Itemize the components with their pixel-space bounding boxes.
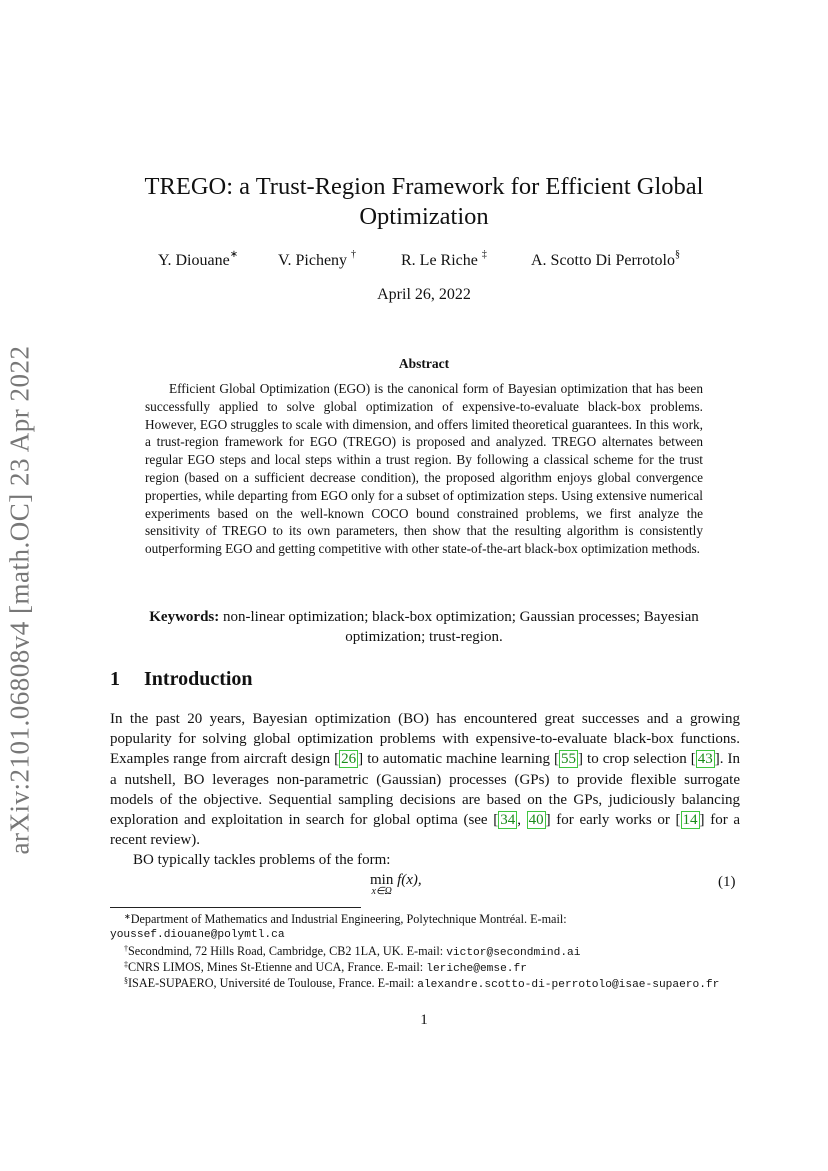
keywords-label: Keywords: bbox=[149, 609, 220, 625]
introduction-body bbox=[110, 709, 740, 871]
citation-link[interactable]: 55 bbox=[561, 751, 577, 768]
footnote-email[interactable]: alexandre.scotto-di-perrotolo@isae-supaero.fr bbox=[417, 979, 720, 991]
keywords bbox=[110, 607, 738, 647]
section-title: Introduction bbox=[144, 668, 253, 690]
author-3: R. Le Riche ‡ bbox=[401, 249, 487, 269]
citation-link[interactable]: 40 bbox=[528, 812, 544, 829]
equation-number: (1) bbox=[718, 874, 736, 890]
abstract-heading: Abstract bbox=[398, 356, 450, 371]
citation-link[interactable]: 43 bbox=[697, 751, 713, 768]
paper-title: TREGO: a Trust-Region Framework for Efficient Global Optimization bbox=[144, 173, 704, 230]
section-heading bbox=[110, 668, 253, 691]
citation-link[interactable]: 14 bbox=[682, 812, 698, 829]
abstract-text: Efficient Global Optimization (EGO) is the canonical form of Bayesian optimization that has been successfully applied to solve global optimization of expensive-to-evaluate black-box problems. However, EGO struggles to scale with dimension, and offers limited theoretical guarantees. In this work, a trust-region framework for EGO (TREGO) is proposed and analyzed. TREGO alternates between regular EGO steps and local steps within a trust region. By following a classical scheme for the trust region (based on a sufficient decrease condition), the proposed algorithm enjoys global convergence properties, while departing from EGO only for a subset of optimization steps. Using extensive numerical experiments based on the well-known COCO bound constrained problems, we first analyze the sensitivity of TREGO to its own parameters, then show that the resulting algorithm is consistently outperforming EGO and getting competitive with other state-of-the-art black-box optimization methods. bbox=[145, 381, 703, 557]
citation-link[interactable]: 34 bbox=[500, 812, 516, 829]
page-number: 1 bbox=[420, 1012, 428, 1028]
keywords-text: non-linear optimization; black-box optimization; Gaussian processes; Bayesian optimization; trust-region. bbox=[223, 609, 699, 645]
author-4: A. Scotto Di Perrotolo§ bbox=[531, 249, 680, 269]
footnote-3: ‡CNRS LIMOS, Mines St-Etienne and UCA, France. E-mail: leriche@emse.fr bbox=[124, 960, 527, 975]
footnote-2: †Secondmind, 72 Hills Road, Cambridge, CB2 1LA, UK. E-mail: victor@secondmind.ai bbox=[124, 944, 581, 959]
footnote-email[interactable]: leriche@emse.fr bbox=[426, 963, 527, 975]
footnote-email[interactable]: youssef.diouane@polymtl.ca bbox=[110, 929, 285, 941]
arxiv-identifier: arXiv:2101.06808v4 [math.OC] 23 Apr 2022 bbox=[4, 345, 35, 855]
citation-link[interactable]: 26 bbox=[341, 751, 357, 768]
section-number: 1 bbox=[110, 668, 120, 690]
author-2: V. Picheny † bbox=[278, 249, 357, 269]
footnote-email[interactable]: victor@secondmind.ai bbox=[446, 947, 581, 959]
intro-paragraph-2: BO typically tackles problems of the form: bbox=[133, 852, 391, 869]
footnote-rule bbox=[110, 907, 361, 908]
footnote-1: ∗Department of Mathematics and Industrial Engineering, Polytechnique Montréal. E-mail: youssef.diouane@polymtl.ca bbox=[110, 911, 740, 943]
equation-1: min x∈Ω f(x), bbox=[370, 872, 422, 897]
intro-paragraph-1: In the past 20 years, Bayesian optimization (BO) has encountered great successes and a growing popularity for solving global optimization problems with expensive-to-evaluate black-box functions. Examples range from aircraft design [ 26 ] to automatic machine learning [ 55 ] to crop selection [ 43 ]. In a nutshell, BO leverages non-parametric (Gaussian) processes (GPs) to provide flexible surrogate models of the objective. Sequential sampling decisions are based on the GPs, judiciously balancing exploration and exploitation in search for global optima (see [ 34 , 40 ] for early works or [ 14 ] for a recent review). bbox=[110, 711, 741, 849]
footnote-4: §ISAE-SUPAERO, Université de Toulouse, France. E-mail: alexandre.scotto-di-perrotolo@isae-supaero.fr bbox=[124, 976, 720, 991]
author-1: Y. Diouane∗ bbox=[158, 249, 239, 269]
paper-date: April 26, 2022 bbox=[377, 286, 471, 303]
